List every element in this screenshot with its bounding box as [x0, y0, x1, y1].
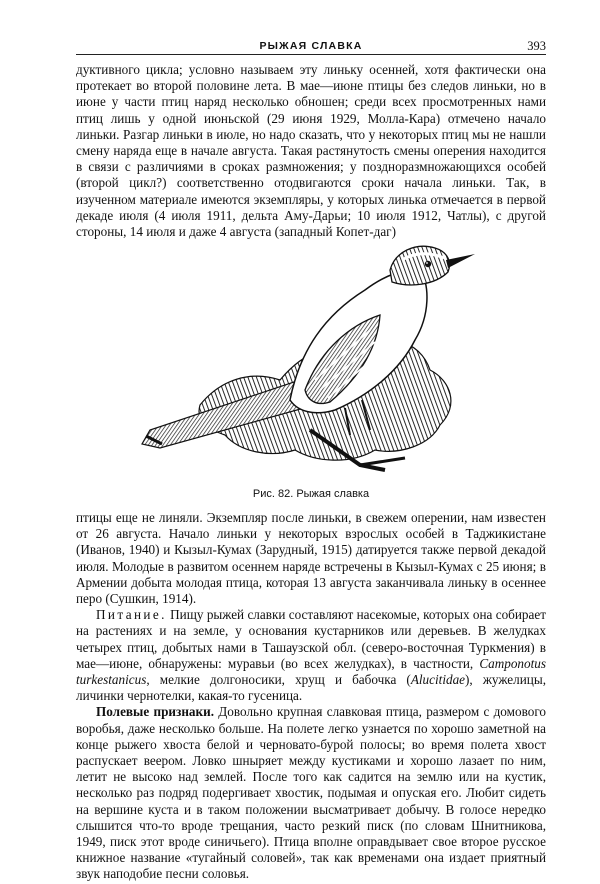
bird-illustration [130, 230, 480, 480]
running-header [76, 38, 546, 55]
paragraph-molt-continued: птицы еще не линяли. Экземпляр после линьки, в свежем оперении, нам известен от 26 августа. Начало линьки у некоторых взрослых особей в Таджикистане (Иванов, 1940) и Кызыл-Кумах (Зарудный, 1915) датируется также первой декадой июля. Молодые в развитом осеннем наряде встречены в Кызыл-Кумах с 25 июня; в Армении добыта молодая птица, которая 13 августа заканчивала линьку в осеннее перо (Сушкин, 1914). [76, 510, 546, 607]
paragraph-diet [76, 607, 546, 704]
paragraph-field-marks [76, 704, 546, 882]
diet-text-a: Пищу рыжей славки составляют насекомые, которых она собирает на растениях и на земле, у основания кустарников или деревьев. В желудках четырех птиц, добытых нами в Ташаузской обл. (северо-восточная Туркмения) в мае—июне, обнаружены: муравьи (во всех желудках), в частности, [76, 607, 546, 671]
heading-field-marks: Полевые признаки. [96, 704, 215, 720]
text-block-bottom [76, 510, 546, 883]
paragraph-molt: дуктивного цикла; условно называем эту линьку осенней, хотя фактически она протекает во второй половине лета. В мае—июне птицы без следов линьки, но в июне у части птиц наряд несколько обношен; среди всех просмотренных нами птиц лишь у одной июньской (29 июня 1929, Молла-Кара) отмечено начало линьки. Разгар линьки в июле, но надо сказать, что у некоторых птиц мы не нашли смену наряда еще в начале августа. Такая растянутость смены оперения находится в связи с различиями в сроках размножения; у поздноразмножающихся особей (второй цикл?) соответственно отодвигаются сроки начала линьки. Так, в изученном материале имеются экземпляры, у которых линька отмечается в первой декаде июля (4 июля 1911, дельта Аму-Дарьи; 10 июля 1912, Чатлы), с другой стороны, 14 июля и даже 4 августа (западный Копет-даг) [76, 62, 546, 240]
species-name: Camponotus turkestanicus [76, 655, 546, 688]
bird-drawing [130, 230, 480, 480]
heading-diet: Питание. [96, 607, 167, 623]
text-block-top [76, 62, 546, 240]
diet-text-b: , мелкие долгоносики, хрущ и бабочка ( [146, 672, 411, 688]
diet-text-c: ), жужелицы, личинки чернотелки, какая-то гусеница. [76, 672, 546, 704]
figure-caption: Рис. 82. Рыжая славка [252, 488, 370, 500]
page-number: 393 [527, 39, 546, 53]
field-marks-text: Довольно крупная славковая птица, размером с домового воробья, даже несколько больше. На полете легко узнается по хорошо заметной на конце рыжего хвоста белой и черновато-бурой полосы; во время полета хвост распускает веером. Ловко шныряет между кустиками и хорошо лазает по ним, летит не высоко над землей. После того как садится на землю или на кустик, несколько раз подряд подергивает хвостик, подымая и опуская его. Любит сидеть на вершине куста и в таком положении высматривает добычу. В голосе нередко слышится что-то вроде трещания, часто резкий писк (по словам Шнитникова, 1949, писк этот вроде синичьего). Птица вполне оправдывает свое второе русское книжное название «тугайный соловей», так как временами она издает приятный звук наподобие песни соловья. [76, 704, 546, 882]
family-name: Alucitidae [410, 672, 466, 688]
running-title: РЫЖАЯ СЛАВКА [259, 40, 363, 52]
